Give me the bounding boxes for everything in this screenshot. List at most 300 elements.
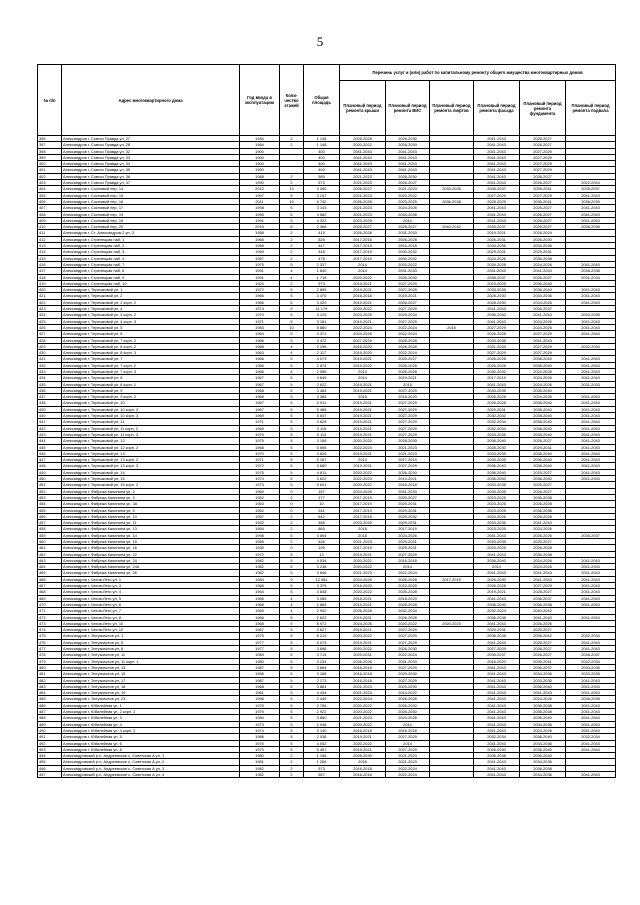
cell-roof: 2026-2028: [340, 230, 386, 236]
cell-address: Александров г, Стрелецкая наб, 1: [62, 236, 240, 242]
cell-num: 497: [38, 771, 62, 777]
cell-floors: 5: [280, 696, 304, 702]
cell-floors: 5: [280, 627, 304, 633]
cell-floors: 4: [280, 368, 304, 374]
cell-floors: 2: [280, 520, 304, 526]
cell-num: 425: [38, 318, 62, 324]
cell-floors: 5: [280, 318, 304, 324]
cell-year: 1977: [240, 639, 280, 645]
cell-utilities: 2017-2019: [386, 457, 430, 463]
cell-roof: 2019-2021: [340, 431, 386, 437]
cell-address: Александров г, Совхоз Правда ул, 36: [62, 173, 240, 179]
cell-area: 400: [304, 161, 340, 167]
cell-year: 1969: [240, 488, 280, 494]
cell-roof: 2024-2026: [340, 488, 386, 494]
cell-basement: 2041-2043: [566, 293, 616, 299]
cell-address: Александров г, Юбилейная ул, 5: [62, 734, 240, 740]
cell-floors: 5: [280, 690, 304, 696]
cell-num: 421: [38, 293, 62, 299]
cell-facade: 2036-2040: [474, 476, 520, 482]
cell-roof: 2018: [340, 532, 386, 538]
cell-facade: 2041-2043: [474, 381, 520, 387]
cell-num: 411: [38, 230, 62, 236]
cell-foundation: 2036-2040: [520, 753, 566, 759]
cell-address: Александров г, Энтузиастов ул, 23: [62, 696, 240, 702]
cell-facade: 2035-2037: [474, 186, 520, 192]
cell-num: 481: [38, 671, 62, 677]
page-number: 5: [316, 34, 324, 49]
cell-utilities: 2027-2029: [386, 306, 430, 312]
cell-address: Александров г, Фабрика Калинина ул, 10: [62, 513, 240, 519]
cell-basement: 2041-2043: [566, 400, 616, 406]
cell-num: 491: [38, 734, 62, 740]
cell-area: 11 179: [304, 306, 340, 312]
cell-basement: 2041-2043: [566, 740, 616, 746]
cell-utilities: 2027-2029: [386, 387, 430, 393]
cell-floors: 5: [280, 652, 304, 658]
cell-num: 438: [38, 400, 62, 406]
cell-utilities: 2020-2022: [386, 620, 430, 626]
cell-year: 1967: [240, 627, 280, 633]
cell-utilities: 2027-2029: [386, 664, 430, 670]
cell-area: 3 680: [304, 463, 340, 469]
cell-area: 3 420: [304, 299, 340, 305]
cell-roof: 2018-2020: [340, 583, 386, 589]
cell-num: 408: [38, 211, 62, 217]
cell-num: 434: [38, 375, 62, 381]
cell-basement: 2041-2043: [566, 746, 616, 752]
cell-facade: 2030-2032: [474, 413, 520, 419]
cell-area: 3 470: [304, 293, 340, 299]
cell-foundation: 2036-2042: [520, 633, 566, 639]
cell-roof: 2019-2021: [340, 299, 386, 305]
cell-floors: 5: [280, 532, 304, 538]
cell-year: 1984: [240, 136, 280, 142]
cell-roof: 2014: [340, 268, 386, 274]
cell-roof: 2026-2028: [340, 198, 386, 204]
cell-area: 2 173: [304, 677, 340, 683]
cell-area: 3 627: [304, 627, 340, 633]
cell-year: 1968: [240, 601, 280, 607]
cell-year: 1988: [240, 173, 280, 179]
cell-utilities: 2026-2028: [386, 576, 430, 582]
cell-facade: 2023-2025: [474, 280, 520, 286]
cell-num: 407: [38, 205, 62, 211]
cell-floors: 5: [280, 734, 304, 740]
cell-area: 3 379: [304, 583, 340, 589]
cell-area: 2 337: [304, 261, 340, 267]
cell-num: 402: [38, 173, 62, 179]
cell-year: 1966: [240, 356, 280, 362]
cell-utilities: 2021-2023: [386, 450, 430, 456]
cell-area: 3 894: [304, 532, 340, 538]
cell-basement: 2033-2035: [566, 664, 616, 670]
cell-num: 454: [38, 501, 62, 507]
cell-basement: 2041-2043: [566, 601, 616, 607]
cell-utilities: 2015: [386, 381, 430, 387]
cell-facade: 2041-2043: [474, 677, 520, 683]
cell-address: Александровский р-н, Андреевское с, Советская А ул, 4: [62, 771, 240, 777]
cell-area: 1 158: [304, 753, 340, 759]
cell-foundation: 2036-2040: [520, 457, 566, 463]
cell-num: 443: [38, 431, 62, 437]
cell-address: Александров г, Ст. Александров-2 ул, 3: [62, 230, 240, 236]
cell-address: Александров г, Энтузиастов ул, 1: [62, 633, 240, 639]
cell-utilities: 2026-2030: [386, 136, 430, 142]
cell-num: 430: [38, 350, 62, 356]
cell-area: 865: [304, 526, 340, 532]
cell-roof: 2017-2019: [340, 494, 386, 500]
cell-foundation: 2026-2027: [520, 217, 566, 223]
cell-facade: 2023-2025: [474, 501, 520, 507]
cell-facade: 2026-2028: [474, 394, 520, 400]
cell-utilities: 2032-2034: [386, 608, 430, 614]
cell-year: 1958: [240, 671, 280, 677]
cell-address: Александров г, Чехов-Лето ул, 3: [62, 583, 240, 589]
cell-floors: 5: [280, 646, 304, 652]
cell-roof: 2026-2030: [340, 753, 386, 759]
cell-floors: 5: [280, 702, 304, 708]
cell-address: Александров г, Сосновый пер, 16: [62, 198, 240, 204]
cell-foundation: 2034-2036: [520, 293, 566, 299]
cell-elevator: [430, 771, 474, 777]
cell-utilities: 2026-2030: [386, 469, 430, 475]
header-area: Общая площадь: [304, 65, 340, 136]
cell-roof: 2021-2023: [340, 539, 386, 545]
cell-roof: 2020-2022: [340, 438, 386, 444]
header-floors: Коли-чество этажей: [280, 65, 304, 136]
cell-facade: 2033-2035: [474, 520, 520, 526]
cell-area: 3 085: [304, 595, 340, 601]
cell-utilities: 2027-2029: [386, 400, 430, 406]
cell-roof: 2020-2022: [340, 482, 386, 488]
cell-facade: 2030-2032: [474, 368, 520, 374]
cell-num: 427: [38, 331, 62, 337]
cell-facade: 2041-2043: [474, 702, 520, 708]
cell-year: 1981: [240, 759, 280, 765]
cell-facade: 2041-2043: [474, 318, 520, 324]
cell-facade: 2023-2025: [474, 507, 520, 513]
cell-basement: 2031-2033: [566, 274, 616, 280]
cell-year: 1964: [240, 589, 280, 595]
cell-num: 470: [38, 601, 62, 607]
cell-roof: 2018: [340, 759, 386, 765]
cell-utilities: 2030-2032: [386, 249, 430, 255]
cell-floors: 5: [280, 375, 304, 381]
cell-num: 416: [38, 261, 62, 267]
cell-facade: 2041-2043: [474, 709, 520, 715]
cell-area: 13: [304, 551, 340, 557]
cell-foundation: 2024-2026: [520, 324, 566, 330]
cell-year: 1982: [240, 771, 280, 777]
cell-num: 450: [38, 476, 62, 482]
cell-address: Александров г, Терешковой ул, 4: [62, 306, 240, 312]
cell-address: Александров г, Стрелецкая наб, 3: [62, 249, 240, 255]
cell-area: 3 628: [304, 419, 340, 425]
cell-num: 412: [38, 236, 62, 242]
cell-year: 1982: [240, 570, 280, 576]
cell-address: Александров г, Энтузиастов ул, 19: [62, 690, 240, 696]
cell-utilities: 2027-2029: [386, 431, 430, 437]
cell-floors: 2: [280, 249, 304, 255]
cell-facade: 2041-2043: [474, 727, 520, 733]
cell-address: Александров г, Терешковой ул, 13 корп. 3: [62, 463, 240, 469]
cell-foundation: 2041-2043: [520, 690, 566, 696]
cell-utilities: 2020-2022: [386, 192, 430, 198]
cell-foundation: 2024-2026: [520, 261, 566, 267]
cell-area: 5 880: [304, 324, 340, 330]
cell-num: 444: [38, 438, 62, 444]
cell-area: 3 260: [304, 186, 340, 192]
cell-floors: 4: [280, 343, 304, 349]
cell-facade: 2036-2040: [474, 601, 520, 607]
cell-year: 1957: [240, 513, 280, 519]
cell-utilities: 2029-2031: [386, 501, 430, 507]
cell-year: 1991: [240, 217, 280, 223]
cell-floors: 5: [280, 337, 304, 343]
cell-foundation: 2036-2038: [520, 765, 566, 771]
cell-address: Александров г, Терешковой ул, 11: [62, 419, 240, 425]
cell-year: 1958: [240, 230, 280, 236]
cell-year: 1976: [240, 740, 280, 746]
cell-facade: 2041-2043: [474, 205, 520, 211]
cell-num: 473: [38, 620, 62, 626]
cell-roof: 2027-2029: [340, 337, 386, 343]
cell-year: 1959: [240, 249, 280, 255]
cell-year: 1984: [240, 715, 280, 721]
cell-address: Александров г, Совхоз Правда ул, 34: [62, 161, 240, 167]
cell-utilities: 2041-2043: [386, 148, 430, 154]
cell-elevator: 2040-2042: [430, 224, 474, 230]
cell-basement: 2022-2024: [566, 180, 616, 186]
cell-utilities: 2026-2030: [386, 709, 430, 715]
cell-utilities: 2030-2032: [386, 255, 430, 261]
cell-foundation: 2025-2027: [520, 224, 566, 230]
cell-roof: 2019-2021: [340, 425, 386, 431]
cell-address: Александров г, Фабрика Калинина ул, 13: [62, 526, 240, 532]
cell-basement: 2036-2038: [566, 224, 616, 230]
cell-year: 1990: [240, 180, 280, 186]
cell-address: Александров г, Терешковой ул, 10 корп. 3: [62, 406, 240, 412]
cell-facade: 2036-2038: [474, 633, 520, 639]
cell-year: 1964: [240, 331, 280, 337]
cell-address: Александров г, Юбилейная ул, 1: [62, 702, 240, 708]
cell-address: Александров г, Энтузиастов ул, 8: [62, 646, 240, 652]
cell-num: 413: [38, 243, 62, 249]
cell-basement: 2041-2043: [566, 431, 616, 437]
cell-facade: 2029-2031: [474, 406, 520, 412]
cell-floors: 5: [280, 564, 304, 570]
cell-address: Александров г, Сосновый пер, 19: [62, 211, 240, 217]
cell-address: Александров г, Фабрика Калинина ул, 14: [62, 532, 240, 538]
cell-area: 415: [304, 230, 340, 236]
cell-address: Александров г, Фабрика Калинина ул, 2: [62, 488, 240, 494]
cell-num: 399: [38, 154, 62, 160]
cell-area: 5 485: [304, 406, 340, 412]
cell-facade: 2041-2043: [474, 639, 520, 645]
cell-year: 1984: [240, 576, 280, 582]
cell-address: Александров г, Стрелецкая наб, 9: [62, 274, 240, 280]
cell-basement: 2036-2037: [566, 652, 616, 658]
cell-elevator: 2017-2019: [430, 576, 474, 582]
cell-area: 3 864: [304, 683, 340, 689]
cell-roof: 2019-2021: [340, 746, 386, 752]
cell-area: 573: [304, 180, 340, 186]
cell-address: Александров г, Терешковой ул, 9 корп. 2: [62, 394, 240, 400]
cell-utilities: 2041-2043: [386, 161, 430, 167]
cell-foundation: 2040-2042: [520, 608, 566, 614]
cell-utilities: 2025-2027: [386, 494, 430, 500]
cell-utilities: 2027-2029: [386, 639, 430, 645]
cell-utilities: 2016-2018: [386, 482, 430, 488]
cell-num: 418: [38, 274, 62, 280]
cell-facade: 2035-2037: [474, 224, 520, 230]
cell-year: 1997: [240, 192, 280, 198]
cell-address: Александров г, Терешковой ул, 6: [62, 331, 240, 337]
cell-roof: 2019-2020: [340, 350, 386, 356]
cell-floors: 4: [280, 350, 304, 356]
cell-facade: 2033-2035: [474, 450, 520, 456]
cell-floors: 2: [280, 759, 304, 765]
cell-address: Александров г, Энтузиастов ул, 13: [62, 664, 240, 670]
cell-floors: 2: [280, 243, 304, 249]
cell-floors: 4: [280, 608, 304, 614]
cell-floors: 5: [280, 387, 304, 393]
cell-facade: 2026-2028: [474, 400, 520, 406]
cell-floors: 5: [280, 551, 304, 557]
cell-foundation: 2024-2026: [520, 375, 566, 381]
cell-year: 1932: [240, 520, 280, 526]
cell-utilities: 2014: [386, 564, 430, 570]
cell-address: Александров г, Юбилейная ул, 4: [62, 721, 240, 727]
cell-address: Александров г, Терешковой ул, 4 корп. 2: [62, 312, 240, 318]
cell-address: Александров г, Совхоз Правда ул, 32: [62, 148, 240, 154]
cell-facade: 2024-2026: [474, 255, 520, 261]
cell-floors: 5: [280, 583, 304, 589]
cell-floors: 5: [280, 362, 304, 368]
cell-facade: 2035-2037: [474, 652, 520, 658]
cell-area: 157: [304, 488, 340, 494]
cell-year: 1970: [240, 312, 280, 318]
cell-area: 5 641: [304, 482, 340, 488]
cell-roof: 2029-2031: [340, 652, 386, 658]
cell-foundation: 2026-2027: [520, 438, 566, 444]
cell-area: 2 874: [304, 362, 340, 368]
cell-roof: 2020-2022: [340, 709, 386, 715]
cell-area: 3 247: [304, 192, 340, 198]
cell-address: Александров г, Чехов-Лето ул, 4: [62, 589, 240, 595]
cell-floors: 5: [280, 356, 304, 362]
cell-area: 4 322: [304, 217, 340, 223]
cell-address: Александров г, Юбилейная ул, 4 корп. 2: [62, 727, 240, 733]
cell-utilities: 2026-2027: [386, 299, 430, 305]
cell-facade: 2033-2035: [474, 287, 520, 293]
cell-foundation: 2024-2026: [520, 564, 566, 570]
cell-utilities: 2029-2031: [386, 545, 430, 551]
cell-address: Александров г, Чехов-Лето ул, 7: [62, 608, 240, 614]
cell-floors: 2: [280, 136, 304, 142]
cell-basement: 2041-2043: [566, 715, 616, 721]
cell-foundation: 2026-2027: [520, 488, 566, 494]
cell-utilities: 2014-2022: [386, 690, 430, 696]
cell-foundation: 2026-2027: [520, 142, 566, 148]
cell-facade: 2041-2043: [474, 136, 520, 142]
cell-area: 3 158: [304, 438, 340, 444]
cell-num: 467: [38, 583, 62, 589]
cell-year: 1957: [240, 255, 280, 261]
cell-year: 1967: [240, 381, 280, 387]
cell-area: 447: [304, 243, 340, 249]
cell-num: 404: [38, 186, 62, 192]
cell-area: 3 714: [304, 652, 340, 658]
cell-roof: 2023-2025: [340, 217, 386, 223]
cell-roof: 2022-2024: [340, 476, 386, 482]
cell-foundation: 2036-2038: [520, 702, 566, 708]
cell-year: 1900: [240, 161, 280, 167]
cell-year: 1965: [240, 608, 280, 614]
cell-utilities: 2026-2028: [386, 362, 430, 368]
cell-utilities: 2031-2033: [386, 488, 430, 494]
cell-roof: 2021-2023: [340, 180, 386, 186]
cell-area: 642: [304, 513, 340, 519]
cell-year: 1991: [240, 268, 280, 274]
cell-facade: 2041-2043: [474, 551, 520, 557]
cell-utilities: 2027-2029: [386, 746, 430, 752]
cell-year: 1966: [240, 299, 280, 305]
cell-num: 398: [38, 148, 62, 154]
cell-area: 4 811: [304, 469, 340, 475]
cell-area: 6 073: [304, 639, 340, 645]
cell-utilities: 2026-2028: [386, 343, 430, 349]
cell-year: 1967: [240, 375, 280, 381]
cell-facade: 2033-2035: [474, 482, 520, 488]
cell-basement: 2041-2043: [566, 771, 616, 777]
cell-area: 3 113: [304, 431, 340, 437]
cell-floors: 5: [280, 482, 304, 488]
cell-basement: 2041-2043: [566, 557, 616, 563]
cell-area: 2 449: [304, 696, 340, 702]
cell-num: 478: [38, 652, 62, 658]
cell-roof: 2016-2018: [340, 727, 386, 733]
cell-num: 410: [38, 224, 62, 230]
header-year: Год ввода в эксплуатацию: [240, 65, 280, 136]
cell-num: 445: [38, 444, 62, 450]
cell-num: 461: [38, 545, 62, 551]
cell-floors: 2: [280, 765, 304, 771]
cell-floors: 5: [280, 740, 304, 746]
cell-foundation: 2036-2040: [520, 476, 566, 482]
cell-floors: 2: [280, 513, 304, 519]
cell-area: 3 664: [304, 664, 340, 670]
cell-roof: 2019-2021: [340, 381, 386, 387]
cell-area: 2 198: [304, 343, 340, 349]
cell-utilities: 2022-2024: [386, 765, 430, 771]
cell-foundation: 2034-2036: [520, 721, 566, 727]
cell-facade: 2023-2025: [474, 494, 520, 500]
cell-floors: 5: [280, 570, 304, 576]
cell-facade: 2028-2030: [474, 299, 520, 305]
cell-facade: 2032-2024: [474, 608, 520, 614]
cell-area: 3 119: [304, 425, 340, 431]
cell-address: Александров г, Энтузиастов ул, 11 корп. 1: [62, 658, 240, 664]
cell-utilities: 2026-2028: [386, 696, 430, 702]
cell-roof: 2017-2018: [340, 513, 386, 519]
cell-utilities: 2018-2020: [386, 595, 430, 601]
cell-utilities: 2029-2030: [386, 683, 430, 689]
cell-area: 3 698: [304, 646, 340, 652]
cell-address: Александров г, Юбилейная ул, 2 корп. 2: [62, 709, 240, 715]
cell-year: 1983: [240, 324, 280, 330]
